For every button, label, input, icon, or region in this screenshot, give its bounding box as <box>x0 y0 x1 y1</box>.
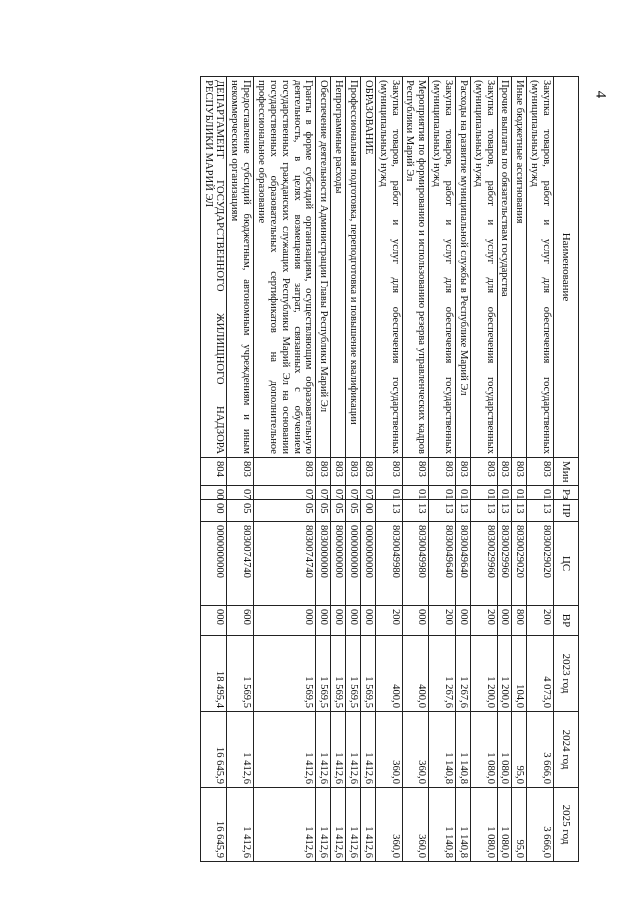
cell-rz: 01 <box>512 486 527 500</box>
cell-vr: 200 <box>527 606 554 636</box>
cell-2025: 1 412,6 <box>254 788 316 862</box>
table-row <box>375 77 402 862</box>
cell-vr: 000 <box>331 606 346 636</box>
cell-name: Обеспечение деятельности Администрации Главы Республики Марий Эл <box>316 77 331 458</box>
cell-name: Закупка товаров, работ и услуг для обеспечения государственных (муниципальных) нужд <box>429 77 456 458</box>
cell-cs: 8030074740 <box>254 522 316 606</box>
header-vr: ВР <box>554 606 579 636</box>
cell-pr: 13 <box>527 500 554 522</box>
table-row <box>455 77 470 862</box>
table-row <box>512 77 527 862</box>
cell-2025: 1 412,6 <box>346 788 361 862</box>
cell-min: 803 <box>455 458 470 486</box>
cell-2023: 1 569,5 <box>227 636 254 712</box>
cell-2023: 1 267,6 <box>429 636 456 712</box>
cell-cs: 8030074740 <box>227 522 254 606</box>
table-row <box>470 77 497 862</box>
cell-name: Гранты в форме субсидий организациям, осуществляющим образовательную деятельность, в целях возмещения затрат, связанных с обучением государственных гражданских служащих Республики Марий Эл на основании государственных образовательных сертификатов на дополнительное профессиональное образование <box>254 77 316 458</box>
header-name: Наименование <box>554 77 579 458</box>
cell-2025: 1 080,0 <box>497 788 512 862</box>
cell-cs: 8000000000 <box>331 522 346 606</box>
cell-pr: 13 <box>375 500 402 522</box>
cell-pr: 00 <box>360 500 375 522</box>
cell-2025: 1 412,6 <box>360 788 375 862</box>
table-row <box>497 77 512 862</box>
cell-min: 803 <box>470 458 497 486</box>
cell-cs: 0000000000 <box>200 522 227 606</box>
cell-cs: 0000000000 <box>346 522 361 606</box>
cell-2023: 1 569,5 <box>331 636 346 712</box>
cell-vr: 000 <box>316 606 331 636</box>
cell-vr: 000 <box>360 606 375 636</box>
cell-2024: 3 666,0 <box>527 712 554 788</box>
table-row <box>527 77 554 862</box>
table-row <box>429 77 456 862</box>
cell-rz: 07 <box>331 486 346 500</box>
cell-min: 803 <box>402 458 429 486</box>
cell-2023: 1 569,5 <box>360 636 375 712</box>
cell-vr: 000 <box>497 606 512 636</box>
cell-2023: 18 495,4 <box>200 636 227 712</box>
table-row <box>331 77 346 862</box>
cell-min: 803 <box>512 458 527 486</box>
cell-name: Прочие выплаты по обязательствам государства <box>497 77 512 458</box>
cell-cs: 8030029960 <box>497 522 512 606</box>
cell-cs: 8030049980 <box>375 522 402 606</box>
cell-2023: 400,0 <box>402 636 429 712</box>
cell-pr: 13 <box>497 500 512 522</box>
cell-cs: 8030000000 <box>316 522 331 606</box>
header-2023: 2023 год <box>554 636 579 712</box>
cell-2024: 95,0 <box>512 712 527 788</box>
cell-vr: 800 <box>512 606 527 636</box>
cell-2024: 360,0 <box>402 712 429 788</box>
cell-vr: 200 <box>429 606 456 636</box>
header-2025: 2025 год <box>554 788 579 862</box>
header-cs: ЦС <box>554 522 579 606</box>
cell-2025: 1 412,6 <box>331 788 346 862</box>
cell-2024: 1 412,6 <box>227 712 254 788</box>
cell-name: Мероприятия по формированию и использованию резерва управленческих кадров Республики Марий Эл <box>402 77 429 458</box>
table-row <box>200 77 227 862</box>
cell-min: 803 <box>429 458 456 486</box>
cell-2024: 1 080,0 <box>470 712 497 788</box>
cell-name: Закупка товаров, работ и услуг для обеспечения государственных (муниципальных) нужд <box>375 77 402 458</box>
cell-vr: 000 <box>254 606 316 636</box>
cell-2023: 400,0 <box>375 636 402 712</box>
cell-min: 803 <box>527 458 554 486</box>
cell-vr: 000 <box>402 606 429 636</box>
page-number: 4 <box>592 90 609 99</box>
cell-rz: 07 <box>360 486 375 500</box>
cell-pr: 13 <box>455 500 470 522</box>
header-min: Мин <box>554 458 579 486</box>
cell-min: 803 <box>375 458 402 486</box>
cell-cs: 8030049640 <box>455 522 470 606</box>
cell-pr: 13 <box>470 500 497 522</box>
cell-2025: 1 080,0 <box>470 788 497 862</box>
cell-2025: 3 666,0 <box>527 788 554 862</box>
cell-rz: 01 <box>455 486 470 500</box>
table-row <box>227 77 254 862</box>
cell-name: Предоставление субсидий бюджетным, автономным учреждениям и иным некоммерческим организациям <box>227 77 254 458</box>
cell-2025: 1 412,6 <box>316 788 331 862</box>
cell-2024: 16 645,9 <box>200 712 227 788</box>
cell-2023: 1 569,5 <box>346 636 361 712</box>
cell-name: Профессиональная подготовка, переподготовка и повышение квалификации <box>346 77 361 458</box>
cell-2024: 1 140,8 <box>455 712 470 788</box>
cell-2024: 360,0 <box>375 712 402 788</box>
cell-pr: 05 <box>227 500 254 522</box>
cell-cs: 8030029020 <box>527 522 554 606</box>
cell-min: 803 <box>316 458 331 486</box>
cell-min: 803 <box>497 458 512 486</box>
cell-pr: 05 <box>346 500 361 522</box>
cell-cs: 8030049640 <box>429 522 456 606</box>
cell-pr: 05 <box>254 500 316 522</box>
cell-2024: 1 412,6 <box>360 712 375 788</box>
cell-min: 804 <box>200 458 227 486</box>
cell-cs: 8030029020 <box>512 522 527 606</box>
cell-name: ДЕПАРТАМЕНТ ГОСУДАРСТВЕННОГО ЖИЛИЩНОГО НАДЗОРА РЕСПУБЛИКИ МАРИЙ ЭЛ <box>200 77 227 458</box>
cell-name: ОБРАЗОВАНИЕ <box>360 77 375 458</box>
cell-name: Иные бюджетные ассигнования <box>512 77 527 458</box>
cell-rz: 07 <box>316 486 331 500</box>
table-row <box>402 77 429 862</box>
cell-pr: 00 <box>200 500 227 522</box>
cell-2025: 1 412,6 <box>227 788 254 862</box>
header-rz: Рз <box>554 486 579 500</box>
cell-cs: 8030029960 <box>470 522 497 606</box>
header-pr: ПР <box>554 500 579 522</box>
table-row <box>316 77 331 862</box>
cell-2023: 1 569,5 <box>316 636 331 712</box>
cell-rz: 01 <box>429 486 456 500</box>
cell-2023: 1 200,0 <box>470 636 497 712</box>
table-row <box>360 77 375 862</box>
header-2024: 2024 год <box>554 712 579 788</box>
cell-pr: 13 <box>402 500 429 522</box>
cell-2024: 1 412,6 <box>346 712 361 788</box>
cell-rz: 01 <box>470 486 497 500</box>
cell-rz: 07 <box>346 486 361 500</box>
cell-rz: 01 <box>402 486 429 500</box>
cell-pr: 05 <box>331 500 346 522</box>
cell-rz: 00 <box>200 486 227 500</box>
cell-rz: 07 <box>254 486 316 500</box>
cell-rz: 01 <box>375 486 402 500</box>
cell-vr: 200 <box>375 606 402 636</box>
cell-2023: 1 267,6 <box>455 636 470 712</box>
cell-rz: 01 <box>497 486 512 500</box>
cell-2025: 360,0 <box>375 788 402 862</box>
cell-name: Закупка товаров, работ и услуг для обеспечения государственных (муниципальных) нужд <box>470 77 497 458</box>
cell-name: Расходы на развитие муниципальной службы в Республике Марий Эл <box>455 77 470 458</box>
cell-vr: 200 <box>470 606 497 636</box>
rotated-page-content <box>77 76 579 861</box>
cell-cs: 8030049980 <box>402 522 429 606</box>
cell-min: 803 <box>360 458 375 486</box>
cell-2025: 1 140,8 <box>429 788 456 862</box>
table-body <box>200 77 553 862</box>
table-header-row <box>554 77 579 862</box>
cell-min: 803 <box>227 458 254 486</box>
cell-2025: 1 140,8 <box>455 788 470 862</box>
table-row <box>346 77 361 862</box>
cell-min: 803 <box>346 458 361 486</box>
cell-name: Непрограммные расходы <box>331 77 346 458</box>
cell-rz: 01 <box>527 486 554 500</box>
cell-pr: 13 <box>429 500 456 522</box>
cell-2025: 16 645,9 <box>200 788 227 862</box>
cell-pr: 05 <box>316 500 331 522</box>
cell-vr: 000 <box>200 606 227 636</box>
cell-2023: 104,0 <box>512 636 527 712</box>
budget-table <box>200 76 579 862</box>
cell-2025: 95,0 <box>512 788 527 862</box>
cell-2024: 1 412,6 <box>316 712 331 788</box>
cell-2024: 1 140,8 <box>429 712 456 788</box>
cell-2023: 4 073,0 <box>527 636 554 712</box>
cell-2024: 1 412,6 <box>331 712 346 788</box>
cell-2023: 1 200,0 <box>497 636 512 712</box>
cell-2025: 360,0 <box>402 788 429 862</box>
cell-rz: 07 <box>227 486 254 500</box>
cell-min: 803 <box>254 458 316 486</box>
cell-2023: 1 569,5 <box>254 636 316 712</box>
cell-2024: 1 412,6 <box>254 712 316 788</box>
cell-vr: 000 <box>455 606 470 636</box>
cell-pr: 13 <box>512 500 527 522</box>
cell-min: 803 <box>331 458 346 486</box>
cell-name: Закупка товаров, работ и услуг для обеспечения государственных (муниципальных) нужд <box>527 77 554 458</box>
cell-vr: 600 <box>227 606 254 636</box>
cell-vr: 000 <box>346 606 361 636</box>
table-row <box>254 77 316 862</box>
cell-cs: 0000000000 <box>360 522 375 606</box>
cell-2024: 1 080,0 <box>497 712 512 788</box>
